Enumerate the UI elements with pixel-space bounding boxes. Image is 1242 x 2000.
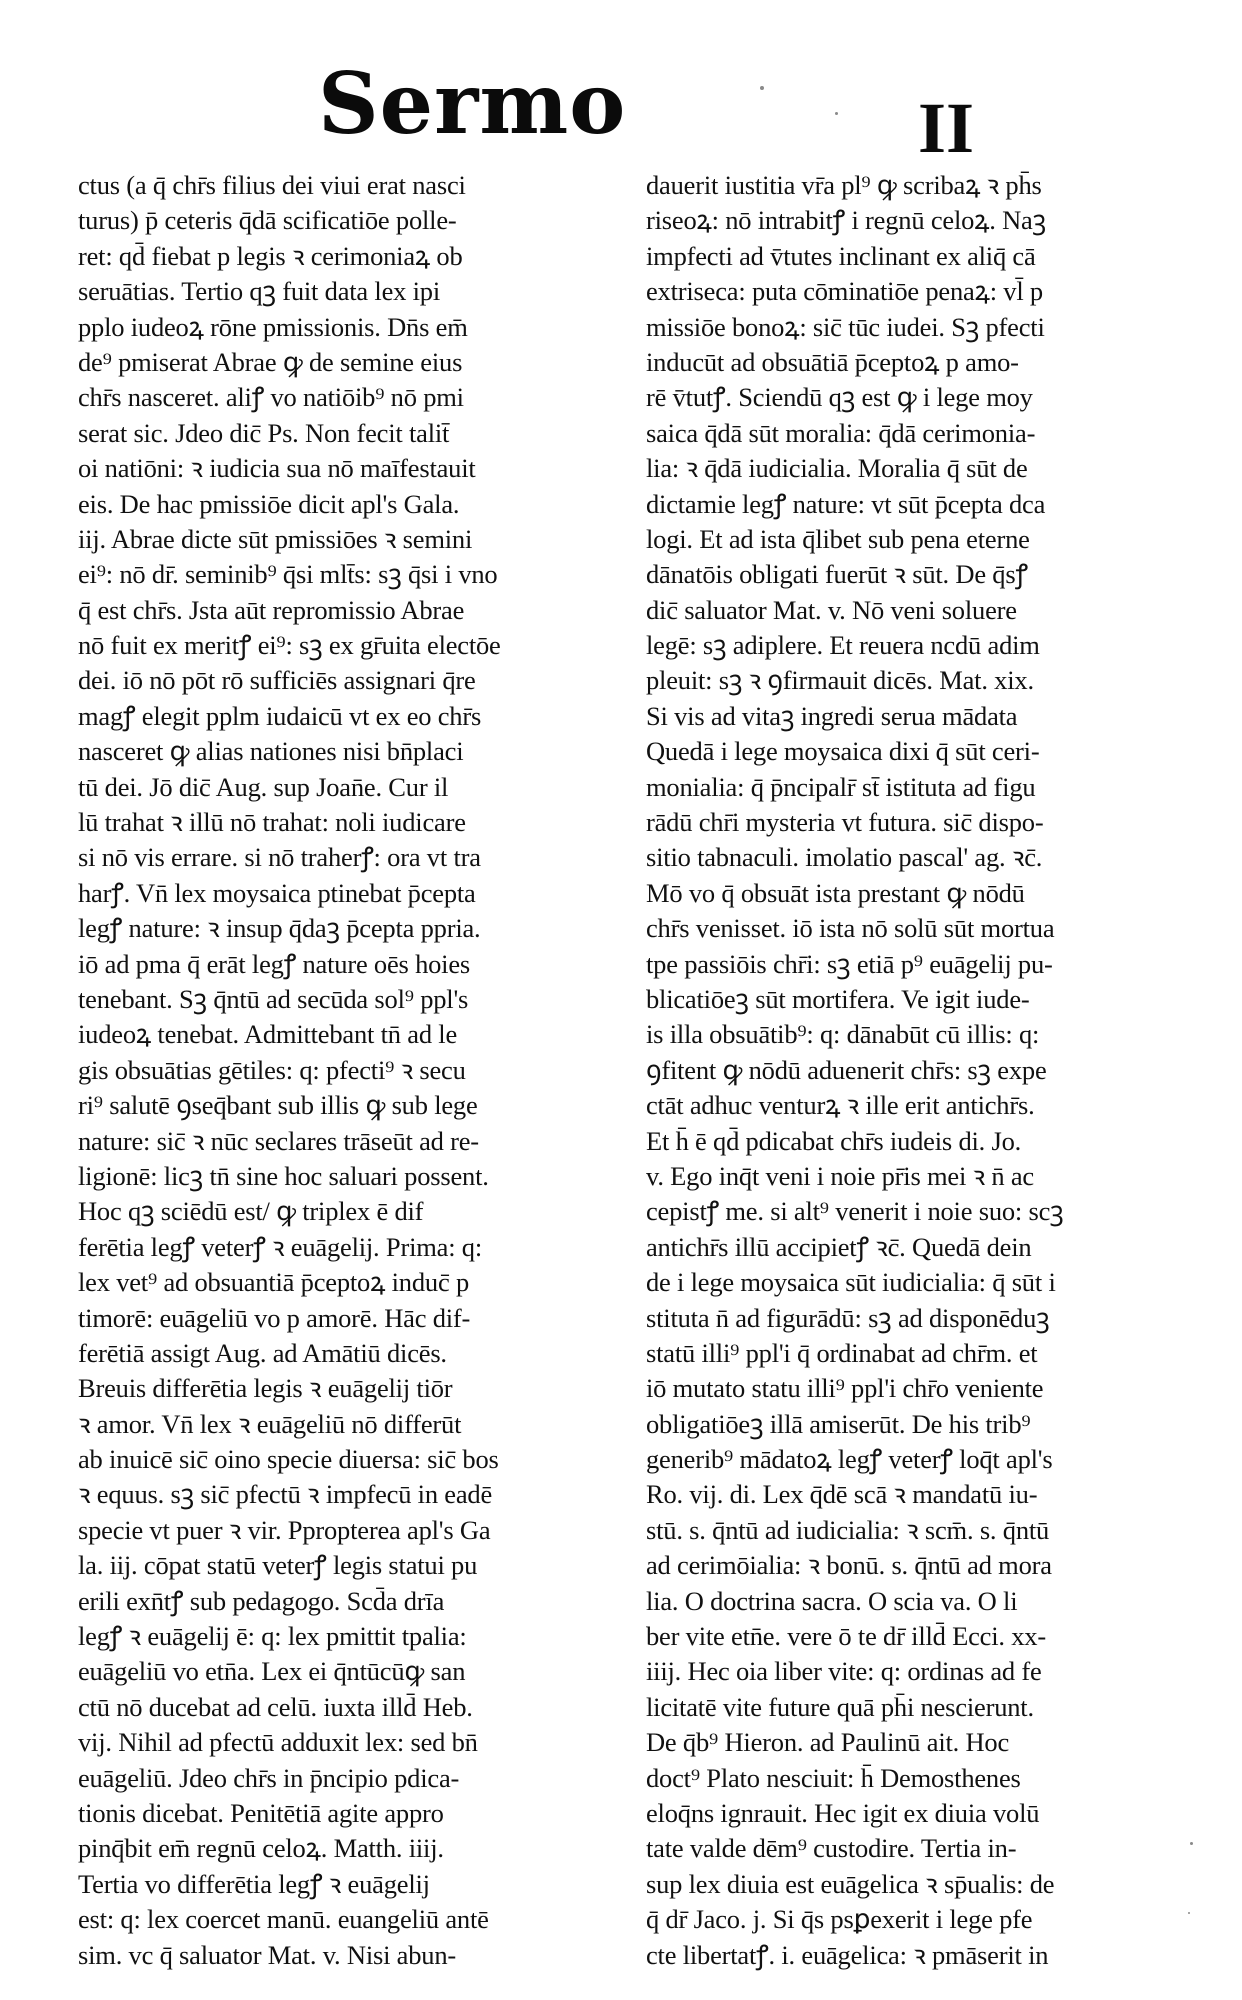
text-line: Hoc qꝫ sciēdū est/ ꝙ triplex ē dif bbox=[78, 1196, 424, 1227]
text-line: de⁹ pmiserat Abrae ꝙ de semine eius bbox=[78, 346, 463, 377]
text-line: harꝭ. Vn̄ lex moysaica ptinebat p̄cepta bbox=[78, 877, 476, 908]
folio-number: II bbox=[918, 88, 975, 168]
text-line: ferētia legꝭ veterꝭ ꝛ euāgelij. Prima: q: bbox=[78, 1231, 483, 1262]
text-line: si nō vis errare. si nō traherꝭ: ora vt tra bbox=[78, 842, 481, 873]
text-line: inducūt ad obsuātiā p̄ceptoꝝ p amo- bbox=[646, 346, 1019, 377]
text-line: extriseca: puta cōminatiōe penaꝝ: vl̄ p bbox=[646, 276, 1043, 307]
text-line: timorē: euāgeliū vo p amorē. Hāc dif- bbox=[78, 1302, 471, 1333]
text-line: specie vt puer ꝛ vir. Ppropterea apl's Ga bbox=[78, 1514, 491, 1545]
text-line: generib⁹ mādatoꝝ legꝭ veterꝭ loq̄t apl's bbox=[646, 1444, 1053, 1475]
text-line: turus) p̄ ceteris q̄dā scificatiōe polle- bbox=[78, 205, 457, 236]
text-line: ri⁹ salutē ꝯseq̄bant sub illis ꝙ sub lege bbox=[78, 1090, 478, 1121]
text-line: dic̄ saluator Mat. v. Nō veni soluere bbox=[646, 594, 1017, 625]
text-line: legē: sꝫ adiplere. Et reuera ncdū adim bbox=[646, 630, 1040, 661]
text-line: ferētiā assigt Aug. ad Amātiū dicēs. bbox=[78, 1337, 447, 1368]
text-line: logi. Et ad ista q̄libet sub pena eterne bbox=[646, 523, 1030, 554]
text-line: euāgeliū. Jdeo chr̄s in p̄ncipio pdica- bbox=[78, 1762, 460, 1793]
text-line: eis. De hac pmissiōe dicit apl's Gala. bbox=[78, 488, 460, 519]
text-line: Mō vo q̄ obsuāt ista prestant ꝙ nōdū bbox=[646, 877, 1025, 908]
text-line: oi natiōni: ꝛ iudicia sua nō maīfestauit bbox=[78, 453, 476, 484]
text-line: cte libertatꝭ. i. euāgelica: ꝛ pmāserit in bbox=[646, 1939, 1049, 1970]
text-line: antichr̄s illū accipietꝭ ꝛc̄. Quedā dein bbox=[646, 1231, 1032, 1262]
text-line: lex vet⁹ ad obsuantiā p̄ceptoꝝ induc̄ p bbox=[78, 1267, 469, 1298]
text-line: la. iij. cōpat statū veterꝭ legis statui pu bbox=[78, 1550, 478, 1581]
text-line: blicatiōeꝫ sūt mortifera. Ve igit iude- bbox=[646, 983, 1030, 1014]
text-line: magꝭ elegit pplm iudaicū vt ex eo chr̄s bbox=[78, 700, 482, 731]
right-text-column bbox=[646, 168, 1166, 1973]
text-line: stituta n̄ ad figurādū: sꝫ ad disponēduꝫ bbox=[646, 1302, 1050, 1333]
text-line: dei. iō nō pōt rō sufficiēs assignari q̄re bbox=[78, 665, 476, 696]
text-line: iij. Abrae dicte sūt pmissiōes ꝛ semini bbox=[78, 523, 473, 554]
text-line: pleuit: sꝫ ꝛ ꝯfirmauit dicēs. Mat. xix. bbox=[646, 665, 1034, 696]
text-line: missiōe bonoꝝ: sic̄ tūc iudei. Sꝫ pfecti bbox=[646, 311, 1045, 342]
scan-speck bbox=[835, 112, 838, 115]
text-line: lū trahat ꝛ illū nō trahat: noli iudicare bbox=[78, 807, 466, 838]
text-line: tate valde dēm⁹ custodire. Tertia in- bbox=[646, 1833, 1017, 1864]
text-line: chr̄s venisset. iō ista nō solū sūt mortua bbox=[646, 913, 1055, 944]
text-line: sup lex diuia est euāgelica ꝛ sp̄ualis: de bbox=[646, 1868, 1055, 1899]
text-line: q̄ est chr̄s. Jsta aūt repromissio Abrae bbox=[78, 594, 465, 625]
text-line: stū. s. q̄ntū ad iudicialia: ꝛ scm̄. s. q̄ntū bbox=[646, 1514, 1050, 1545]
text-line: tpe passiōis chr̄i: sꝫ etiā p⁹ euāgelij pu- bbox=[646, 948, 1053, 979]
text-line: sim. vc q̄ saluator Mat. v. Nisi abun- bbox=[78, 1939, 457, 1970]
text-line: erili exn̄tꝭ sub pedagogo. Scd̄a drīa bbox=[78, 1585, 445, 1616]
text-line: legꝭ ꝛ euāgelij ē: q: lex pmittit tpalia: bbox=[78, 1621, 467, 1652]
text-line: est: q: lex coercet manū. euangeliū antē bbox=[78, 1904, 489, 1935]
text-line: q̄ dr̄ Jaco. j. Si q̄s psꝑexerit i lege pfe bbox=[646, 1904, 1033, 1935]
text-line: ret: qd̄ fiebat p legis ꝛ cerimoniaꝝ ob bbox=[78, 240, 463, 271]
text-line: statū illi⁹ ppl'i q̄ ordinabat ad chr̄m. et bbox=[646, 1337, 1038, 1368]
text-line: iō ad pma q̄ erāt legꝭ nature oēs hoies bbox=[78, 948, 471, 979]
text-line: euāgeliū vo etn̄a. Lex ei q̄ntūcūꝙ san bbox=[78, 1656, 466, 1687]
text-line: iō mutato statu illi⁹ ppl'i chr̄o veniente bbox=[646, 1373, 1044, 1404]
text-line: tenebant. Sꝫ q̄ntū ad secūda sol⁹ ppl's bbox=[78, 983, 469, 1014]
text-line: licitatē vite future quā ph̄i nescierunt. bbox=[646, 1691, 1034, 1722]
text-line: rē v̄tutꝭ. Sciendū qꝫ est ꝙ i lege moy bbox=[646, 382, 1033, 413]
text-line: pplo iudeoꝝ rōne pmissionis. Dn̄s em̄ bbox=[78, 311, 468, 342]
text-line: cepistꝭ me. si alt⁹ venerit i noie suo: scꝫ bbox=[646, 1196, 1064, 1227]
text-line: ꝯfitent ꝙ nōdū aduenerit chr̄s: sꝫ expe bbox=[646, 1054, 1047, 1085]
text-line: Et h̄ ē qd̄ pdicabat chr̄s iudeis di. Jo. bbox=[646, 1125, 1022, 1156]
text-line: dānatōis obligati fuerūt ꝛ sūt. De q̄sꝭ bbox=[646, 559, 1028, 590]
text-line: ad cerimōialia: ꝛ bonū. s. q̄ntū ad mora bbox=[646, 1550, 1052, 1581]
text-line: is illa obsuātib⁹: q: dānabūt cū illis: q: bbox=[646, 1019, 1040, 1050]
text-line: Tertia vo differētia legꝭ ꝛ euāgelij bbox=[78, 1868, 430, 1899]
text-line: iiij. Hec oia liber vite: q: ordinas ad fe bbox=[646, 1656, 1042, 1687]
left-text-column bbox=[78, 168, 598, 1973]
text-line: sitio tabnaculi. imolatio pascal' ag. ꝛc̄. bbox=[646, 842, 1043, 873]
text-line: ctus (a q̄ chr̄s filius dei viui erat nasci bbox=[78, 170, 466, 200]
text-line: lia. O doctrina sacra. O scia va. O li bbox=[646, 1585, 1018, 1616]
text-line: De q̄b⁹ Hieron. ad Paulinū ait. Hoc bbox=[646, 1727, 1010, 1758]
text-line: impfecti ad v̄tutes inclinant ex aliq̄ cā bbox=[646, 240, 1036, 271]
text-line: gis obsuātias gētiles: q: pfecti⁹ ꝛ secu bbox=[78, 1054, 466, 1085]
text-line: doct⁹ Plato nesciuit: h̄ Demosthenes bbox=[646, 1762, 1021, 1793]
scan-speck bbox=[760, 86, 764, 90]
text-line: eloq̄ns ignrauit. Hec igit ex diuia volū bbox=[646, 1797, 1040, 1828]
text-line: ber vite etn̄e. vere ō te dr̄ illd̄ Ecci. xx- bbox=[646, 1621, 1046, 1652]
text-line: ctū nō ducebat ad celū. iuxta illd̄ Heb. bbox=[78, 1691, 473, 1722]
text-line: tionis dicebat. Penitētiā agite appro bbox=[78, 1797, 444, 1828]
text-line: v. Ego inq̄t veni i noie pr̄is mei ꝛ n̄ ac bbox=[646, 1160, 1034, 1191]
text-line: nasceret ꝙ alias nationes nisi bn̄placi bbox=[78, 736, 464, 767]
text-line: monialia: q̄ p̄ncipalr̄ st̄ istituta ad figu bbox=[646, 771, 1036, 802]
text-line: dauerit iustitia vr̄a pl⁹ ꝙ scribaꝝ ꝛ ph̄s bbox=[646, 170, 1042, 200]
text-line: vij. Nihil ad pfectū adduxit lex: sed bn̄ bbox=[78, 1727, 478, 1758]
scan-speck bbox=[1190, 1842, 1193, 1845]
text-line: ꝛ equus. sꝫ sic̄ pfectū ꝛ impfecū in eadē bbox=[78, 1479, 493, 1510]
text-line: Ro. vij. di. Lex q̄dē scā ꝛ mandatū iu- bbox=[646, 1479, 1038, 1510]
text-line: ei⁹: nō dr̄. seminib⁹ q̄si mlt̄s: sꝫ q̄si i vno bbox=[78, 559, 498, 590]
text-line: Breuis differētia legis ꝛ euāgelij tiōr bbox=[78, 1373, 453, 1404]
text-line: tū dei. Jō dic̄ Aug. sup Joan̄e. Cur il bbox=[78, 771, 449, 802]
text-line: Si vis ad vitaꝫ ingredi serua mādata bbox=[646, 700, 1018, 731]
text-line: nature: sic̄ ꝛ nūc seclares trāseūt ad re- bbox=[78, 1125, 479, 1156]
text-line: ligionē: licꝫ tn̄ sine hoc saluari possent. bbox=[78, 1160, 489, 1191]
text-line: saica q̄dā sūt moralia: q̄dā cerimonia- bbox=[646, 417, 1036, 448]
text-line: iudeoꝝ tenebat. Admittebant tn̄ ad le bbox=[78, 1019, 458, 1050]
text-line: ab inuicē sic̄ oino specie diuersa: sic̄ bos bbox=[78, 1444, 499, 1475]
text-line: ctāt adhuc venturꝝ ꝛ ille erit antichr̄s. bbox=[646, 1090, 1035, 1121]
scan-speck bbox=[1188, 1912, 1190, 1914]
text-line: dictamie legꝭ nature: vt sūt p̄cepta dca bbox=[646, 488, 1046, 519]
text-line: ꝛ amor. Vn̄ lex ꝛ euāgeliū nō differūt bbox=[78, 1408, 462, 1439]
text-line: de i lege moysaica sūt iudicialia: q̄ sūt i bbox=[646, 1267, 1056, 1298]
text-line: legꝭ nature: ꝛ insup q̄daꝫ p̄cepta ppria. bbox=[78, 913, 481, 944]
text-line: riseoꝝ: nō intrabitꝭ i regnū celoꝝ. Naꝫ bbox=[646, 205, 1046, 236]
text-line: obligatiōeꝫ illā amiserūt. De his trib⁹ bbox=[646, 1408, 1031, 1439]
text-line: rādū chr̄i mysteria vt futura. sic̄ dispo- bbox=[646, 807, 1044, 838]
running-head-title: Sermo bbox=[318, 54, 627, 153]
text-line: lia: ꝛ q̄dā iudicialia. Moralia q̄ sūt de bbox=[646, 453, 1028, 484]
text-line: pinq̄bit em̄ regnū celoꝝ. Matth. iiij. bbox=[78, 1833, 444, 1864]
text-line: seruātias. Tertio qꝫ fuit data lex ipi bbox=[78, 276, 440, 307]
text-line: nō fuit ex meritꝭ ei⁹: sꝫ ex gr̄uita electōe bbox=[78, 630, 501, 661]
text-line: Quedā i lege moysaica dixi q̄ sūt ceri- bbox=[646, 736, 1040, 767]
text-line: serat sic. Jdeo dic̄ Ps. Non fecit talit̄ bbox=[78, 417, 450, 448]
text-line: chr̄s nasceret. aliꝭ vo natiōib⁹ nō pmi bbox=[78, 382, 464, 413]
